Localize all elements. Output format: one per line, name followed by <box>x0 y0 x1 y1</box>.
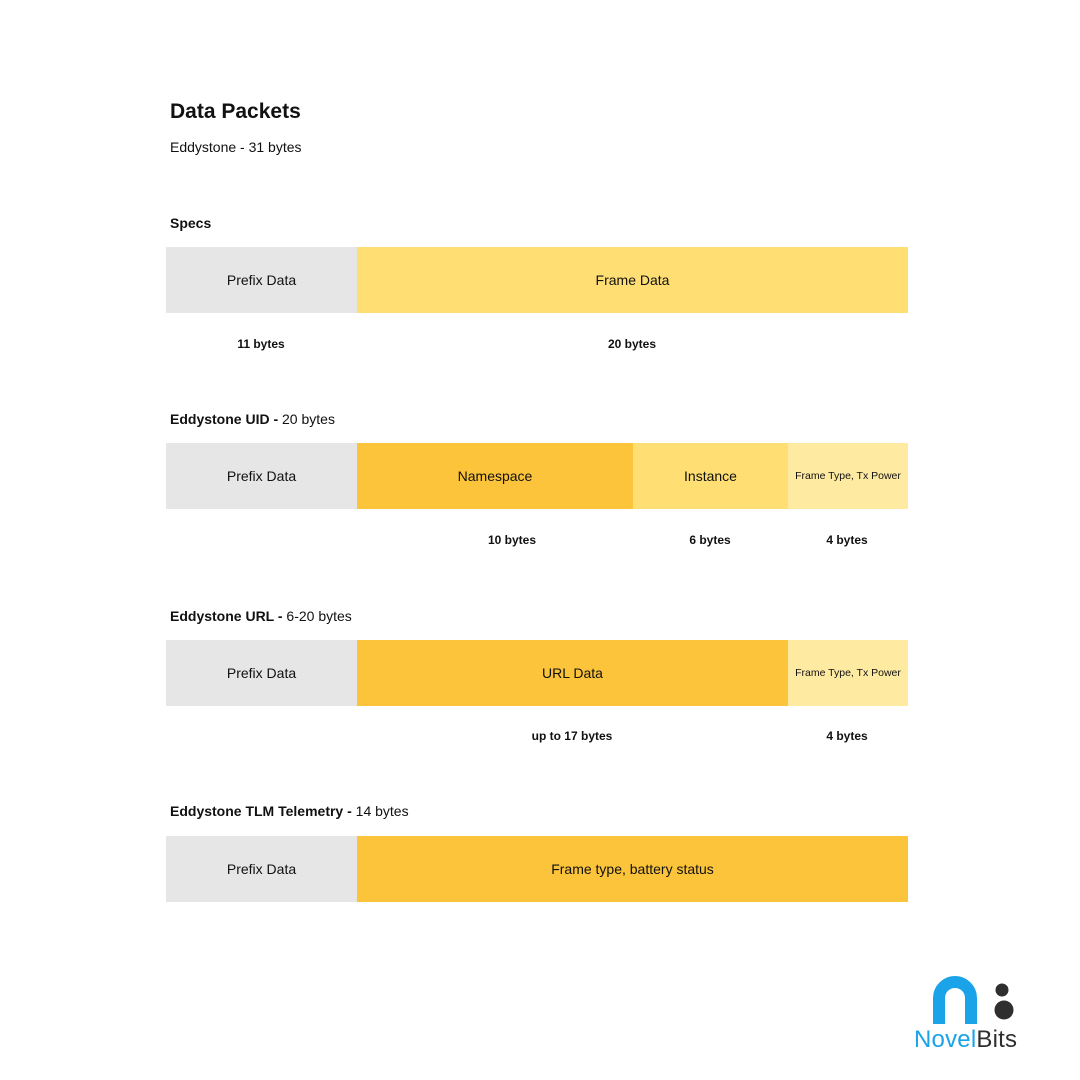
section-size: 20 bytes <box>282 411 335 427</box>
section-label-uid <box>170 411 335 427</box>
packet-row-specs <box>166 247 908 313</box>
section-label-specs <box>170 215 211 231</box>
section-label-tlm <box>170 803 409 819</box>
section-size: 6-20 bytes <box>286 608 352 624</box>
section-label-url <box>170 608 352 624</box>
segment-frame-type-tx-power: Frame Type, Tx Power <box>788 640 908 706</box>
page-title: Data Packets <box>170 100 301 123</box>
packet-row-uid <box>166 443 908 509</box>
logo-text-bits: Bits <box>976 1026 1018 1053</box>
bytes-label: 10 bytes <box>487 533 537 547</box>
packet-row-tlm <box>166 836 908 902</box>
segment-url-data: URL Data <box>357 640 788 706</box>
packet-row-url <box>166 640 908 706</box>
segment-prefix-data: Prefix Data <box>166 640 357 706</box>
segment-prefix-data: Prefix Data <box>166 836 357 902</box>
section-title: Eddystone UID - <box>170 411 279 427</box>
segment-prefix-data: Prefix Data <box>166 247 357 313</box>
page-subtitle: Eddystone - 31 bytes <box>170 139 302 155</box>
novelbits-logo-icon <box>914 966 1030 1026</box>
bytes-label: 20 bytes <box>607 337 657 351</box>
segment-prefix-data: Prefix Data <box>166 443 357 509</box>
segment-namespace: Namespace <box>357 443 633 509</box>
bytes-label: 11 bytes <box>237 337 285 351</box>
logo-wordmark <box>914 1026 1017 1054</box>
section-title: Specs <box>170 215 212 231</box>
segment-frame-type-tx-power: Frame Type, Tx Power <box>788 443 908 509</box>
bytes-label: 6 bytes <box>689 533 731 547</box>
bytes-label: 4 bytes <box>826 533 868 547</box>
segment-frame-type-battery-status: Frame type, battery status <box>357 836 908 902</box>
section-size: 14 bytes <box>355 803 409 819</box>
bytes-label: up to 17 bytes <box>531 729 613 743</box>
section-title: Eddystone TLM Telemetry - <box>170 803 352 819</box>
novelbits-logo <box>914 966 1030 1056</box>
logo-text-novel: Novel <box>914 1026 977 1053</box>
bytes-label: 4 bytes <box>826 729 868 743</box>
segment-frame-data: Frame Data <box>357 247 908 313</box>
segment-instance: Instance <box>633 443 788 509</box>
section-title: Eddystone URL - <box>170 608 283 624</box>
